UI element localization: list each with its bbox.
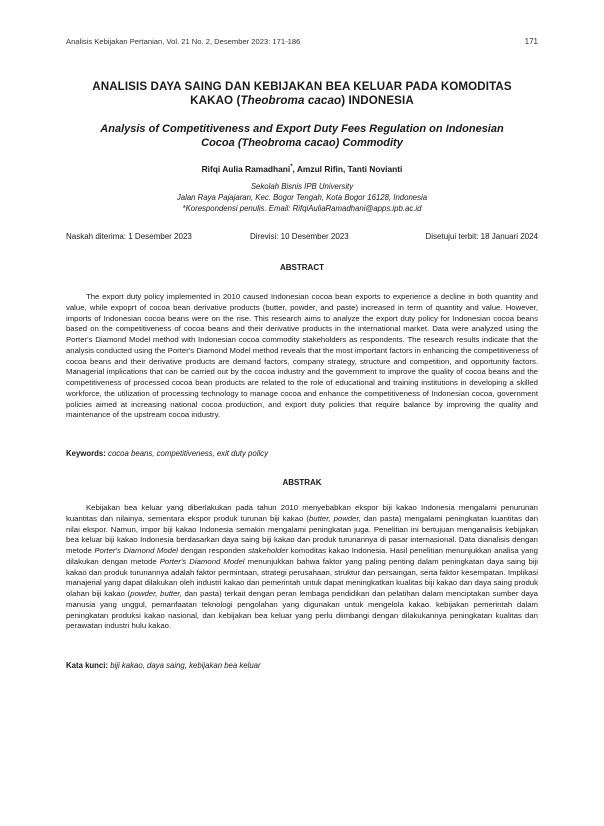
title-id-line2-italic: Theobroma cacao — [240, 94, 342, 107]
title-id-line2-post: ) INDONESIA — [341, 94, 414, 107]
title-id-line1: ANALISIS DAYA SAING DAN KEBIJAKAN BEA KELUAR PADA KOMODITAS — [92, 80, 512, 93]
title-id-line2-pre: KAKAO ( — [190, 94, 241, 107]
title-en-line1: Analysis of Competitiveness and Export Duty Fees Regulation on Indonesian — [100, 123, 504, 135]
abstrak-text-2: dan pasta) mengalami peningkatan kuantitas dan nilai ekspor. Namun, impor biji kakao Indonesia semakin mengalami peningkatan juga. Penelitian ini bertujuan menganalisis kebijakan bea keluar biji kakao Indonesia berdasarkan daya saing biji kakao dan produk turunannya di pasar internasional. Data dianalisis dengan metode — [66, 513, 539, 555]
keywords-label: Keywords: — [66, 449, 106, 458]
abstract-heading: ABSTRACT — [280, 263, 324, 272]
date-accepted: Disetujui terbit: 18 Januari 2024 — [425, 232, 538, 241]
page-number: 171 — [524, 37, 538, 46]
date-revised: Direvisi: 10 Desember 2023 — [250, 232, 349, 241]
abstrak-text-5: menunjukkan bahwa faktor yang paling penting dalam peningkatan daya saing biji kakao dan produk turunannya adalah faktor permintaan, strategi perusahaan, struktur dan persaingan, serta faktor kesempatan. Implikasi manajerial yang dapat dilakukan oleh industri kakao dan pemerintah untuk dapat meningkatkan kualitas biji kakao dan daya saing produk olahan biji kakao ( — [66, 556, 538, 598]
kata-kunci-line — [66, 661, 538, 670]
author-1-mark: * — [290, 164, 293, 171]
authors — [66, 164, 538, 174]
running-head: Analisis Kebijakan Pertanian, Vol. 21 No. 2, Desember 2023: 171-186 — [66, 37, 301, 46]
abstrak-italic-4: Porter's Diamond Model — [159, 556, 245, 566]
affiliation — [66, 181, 538, 214]
abstrak-text-4: komoditas kakao Indonesia. Hasil penelitian menunjukkan analisa yang dilakukan dengan metode — [66, 546, 538, 566]
abstrak-text-1: Kebijakan bea keluar yang diberlakukan pada tahun 2010 menyebabkan ekspor biji kakao Indonesia mengalami penurunan kuantitas dan nilainya, sementara ekspor produk turunan biji kakao ( — [66, 503, 538, 523]
affiliation-correspondence: *Korespondensi penulis. Email: RifqiAuliaRamadhani@apps.ipb.ac.id — [182, 204, 422, 213]
abstrak-body — [66, 503, 538, 632]
title-indonesian — [66, 80, 538, 108]
abstrak-text-3: dengan responden — [178, 546, 249, 555]
abstrak-italic-2: Porter's Diamond Model — [94, 546, 179, 555]
keywords-line — [66, 449, 538, 458]
title-english — [66, 122, 538, 150]
keywords-text: cocoa beans, competitiveness, exit duty policy — [108, 449, 268, 458]
affiliation-school: Sekolah Bisnis IPB University — [250, 182, 354, 191]
abstrak-text-6: dan pasta) terkait dengan peran lembaga pendidikan dan pelatihan dalam menciptakan sumber daya manusia yang unggul, pemanfaatan teknologi pengolahan yang digunakan untuk mengelola kakao. kebijakan pemerintah dalam peningkatan produksi kakao nasional, dan kebijakan bea keluar yang perlu diimbangi dengan dilakukannya peningkatan kualitas dan perawatan industri hulu kakao. — [66, 589, 538, 631]
abstract-body: The export duty policy implemented in 2010 caused Indonesian cocoa bean exports to experience a decline in both quantity and value, while expoprt of cocoa bean derivative products (butter, powder, and paste) increased in term of quantity and value. However, imports of Indonesian cocoa beans were on the rise. This research aims to analyze the export duty policy for Indonesian cocoa beans based on the competitiveness of cocoa beans and their derivative products in the international market. Data were analyzed using the Porter's Diamond Model method with Indonesian cocoa commodity stakeholders as respondents. The research results indicate that the analysis conducted using the Porter's Diamond Model method reveals that the most important factors in enhancing the competitiveness of cocoa beans and their derivative products are demand factors, company strategy, structure and competition, and opportunity factors. Managerial implications that can be carried out by the cocoa industry and the government to improve the quality of cocoa beans and the competitiveness of processed cocoa bean products are related to the role of educational and training institutions in developing a skilled workforce, the utilization of processing technology to manage cocoa and enhance the competitiveness of Indonesian cocoa, government policies aimed at increasing national cocoa production, and export duty policies that require balance by improving the quality and maintenance of the upstream cocoa industry. — [66, 292, 538, 420]
title-id-line2 — [66, 94, 538, 108]
author-1: Rifqi Aulia Ramadhani — [201, 164, 291, 174]
date-received: Naskah diterima: 1 Desember 2023 — [66, 232, 192, 241]
kata-kunci-label: Kata kunci: — [66, 661, 109, 670]
abstrak-italic-3: stakeholder — [248, 546, 289, 555]
kata-kunci-text: biji kakao, daya saing, kebijakan bea keluar — [110, 661, 261, 670]
abstrak-heading: ABSTRAK — [282, 478, 322, 487]
title-en-line2: Cocoa (Theobroma cacao) Commodity — [201, 137, 403, 149]
abstrak-italic-1: butter, powder, — [308, 513, 361, 523]
authors-rest: , Amzul Rifin, Tanti Novianti — [292, 164, 403, 174]
affiliation-address: Jalan Raya Pajajaran, Kec. Bogor Tengah, Kota Bogor 16128, Indonesia — [176, 193, 428, 202]
abstrak-italic-5: powder, butter, — [130, 589, 182, 598]
